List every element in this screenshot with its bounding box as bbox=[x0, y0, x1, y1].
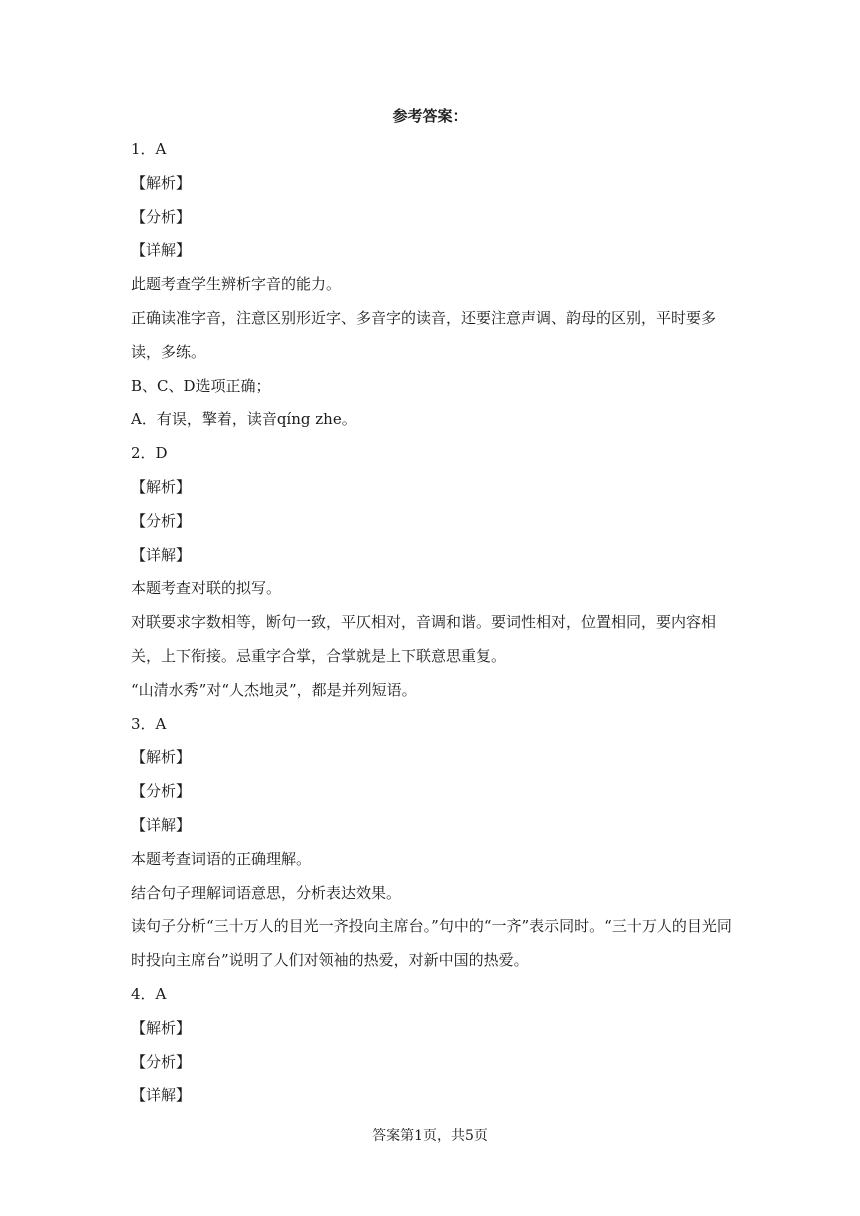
explanation-paragraph: 本题考查词语的正确理解。 bbox=[131, 849, 312, 868]
explanation-paragraph: 正确读准字音，注意区别形近字、多音字的读音，还要注意声调、韵母的区别，平时要多读，多练。 bbox=[131, 308, 717, 361]
answer-number: 4．A bbox=[131, 984, 167, 1003]
answer-number: 1．A bbox=[131, 140, 167, 158]
section-label-fenxi: 【分析】 bbox=[131, 1052, 192, 1071]
answer-content bbox=[131, 133, 741, 1113]
explanation-paragraph: 对联要求字数相等，断句一致，平仄相对，音调和谐。要词性相对，位置相同，要内容相关，上下衔接。忌重字合掌，合掌就是上下联意思重复。 bbox=[131, 613, 717, 665]
section-label-jiexi: 【解析】 bbox=[131, 173, 192, 192]
page-footer: 答案第1页，共5页 bbox=[372, 1128, 488, 1144]
answer-number: 2．D bbox=[131, 444, 168, 463]
explanation-paragraph: 本题考查对联的拟写。 bbox=[131, 579, 282, 598]
explanation-paragraph: 结合句子理解词语意思，分析表达效果。 bbox=[131, 883, 402, 902]
section-label-xiangjie: 【详解】 bbox=[131, 815, 192, 834]
section-label-xiangjie: 【详解】 bbox=[131, 1086, 192, 1105]
section-label-jiexi: 【解析】 bbox=[131, 477, 192, 496]
explanation-paragraph: 此题考查学生辨析字音的能力。 bbox=[131, 275, 342, 294]
section-label-jiexi: 【解析】 bbox=[131, 1018, 192, 1037]
section-label-fenxi: 【分析】 bbox=[131, 207, 192, 226]
page-title: 参考答案： bbox=[392, 107, 468, 125]
explanation-paragraph: 读句子分析“三十万人的目光一齐投向主席台。”句中的“一齐”表示同时。“三十万人的目光同时投向主席台”说明了人们对领袖的热爱，对新中国的热爱。 bbox=[131, 917, 732, 970]
section-label-fenxi: 【分析】 bbox=[131, 782, 192, 801]
section-label-xiangjie: 【详解】 bbox=[131, 545, 192, 564]
section-label-xiangjie: 【详解】 bbox=[131, 241, 192, 260]
explanation-paragraph: A．有误，擎着，读音qíng zhe。 bbox=[131, 410, 357, 429]
explanation-paragraph: “山清水秀”对“人杰地灵”，都是并列短语。 bbox=[131, 680, 417, 699]
section-label-jiexi: 【解析】 bbox=[131, 748, 192, 767]
section-label-fenxi: 【分析】 bbox=[131, 511, 192, 530]
answer-number: 3．A bbox=[131, 714, 167, 733]
explanation-paragraph: B、C、D选项正确； bbox=[131, 376, 271, 395]
